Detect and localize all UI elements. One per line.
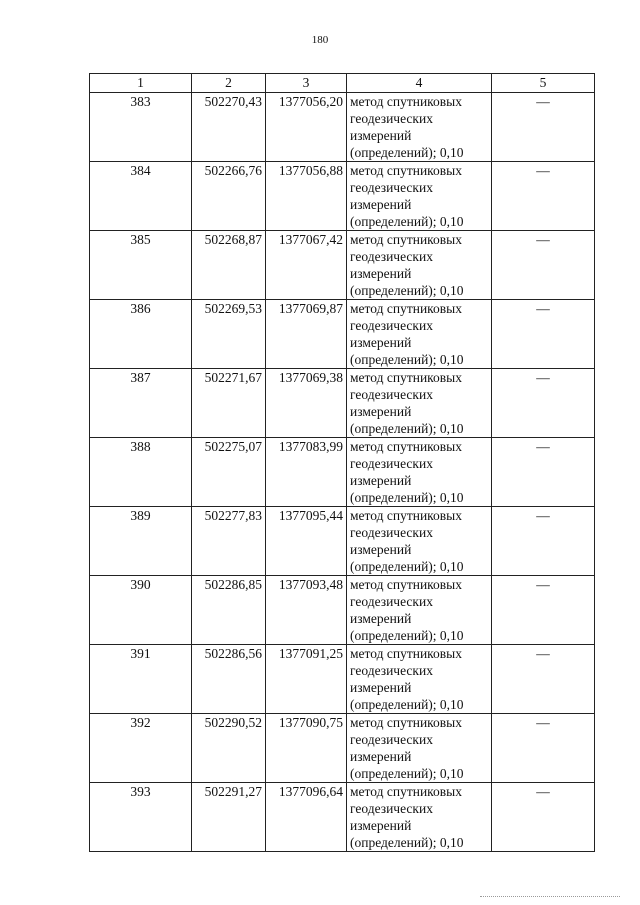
x-coordinate-cell: 502275,07 — [192, 438, 266, 507]
method-text-line: измерений — [350, 128, 412, 143]
table-row — [90, 507, 595, 576]
note-cell: — — [492, 507, 595, 576]
table-body — [90, 93, 595, 852]
coordinates-table — [89, 73, 595, 852]
method-cell — [347, 369, 492, 438]
point-number-cell: 387 — [90, 369, 192, 438]
method-text-line: (определений); 0,10 — [350, 697, 464, 712]
header-col-1: 1 — [90, 74, 192, 93]
note-cell: — — [492, 93, 595, 162]
method-text-line: геодезических — [350, 387, 433, 402]
method-text-line: метод спутниковых — [350, 301, 462, 316]
method-text-line: (определений); 0,10 — [350, 628, 464, 643]
table-row — [90, 783, 595, 852]
method-text-line: метод спутниковых — [350, 508, 462, 523]
y-coordinate-cell: 1377093,48 — [266, 576, 347, 645]
method-cell — [347, 645, 492, 714]
y-coordinate-cell: 1377096,64 — [266, 783, 347, 852]
point-number-cell: 386 — [90, 300, 192, 369]
table-row — [90, 93, 595, 162]
y-coordinate-cell: 1377056,88 — [266, 162, 347, 231]
method-text-line: геодезических — [350, 732, 433, 747]
method-text-line: измерений — [350, 197, 412, 212]
method-text-line: измерений — [350, 542, 412, 557]
note-cell: — — [492, 300, 595, 369]
point-number-cell: 393 — [90, 783, 192, 852]
method-text-line: измерений — [350, 749, 412, 764]
method-text-line: измерений — [350, 611, 412, 626]
method-text-line: метод спутниковых — [350, 577, 462, 592]
table-row — [90, 645, 595, 714]
note-cell: — — [492, 162, 595, 231]
header-col-2: 2 — [192, 74, 266, 93]
method-text-line: измерений — [350, 266, 412, 281]
point-number-cell: 383 — [90, 93, 192, 162]
method-text-line: (определений); 0,10 — [350, 283, 464, 298]
method-text-line: геодезических — [350, 249, 433, 264]
method-text-line: геодезических — [350, 525, 433, 540]
method-text-line: метод спутниковых — [350, 784, 462, 799]
method-text-line: (определений); 0,10 — [350, 766, 464, 781]
method-text-line: измерений — [350, 404, 412, 419]
method-text-line: метод спутниковых — [350, 94, 462, 109]
method-text-line: геодезических — [350, 180, 433, 195]
point-number-cell: 385 — [90, 231, 192, 300]
method-text-line: (определений); 0,10 — [350, 559, 464, 574]
method-text-line: метод спутниковых — [350, 163, 462, 178]
note-cell: — — [492, 645, 595, 714]
x-coordinate-cell: 502291,27 — [192, 783, 266, 852]
table-row — [90, 300, 595, 369]
method-cell — [347, 438, 492, 507]
method-text-line: метод спутниковых — [350, 646, 462, 661]
method-text-line: геодезических — [350, 318, 433, 333]
table-row — [90, 162, 595, 231]
method-text-line: геодезических — [350, 663, 433, 678]
note-cell: — — [492, 714, 595, 783]
method-text-line: измерений — [350, 818, 412, 833]
x-coordinate-cell: 502286,85 — [192, 576, 266, 645]
table-header-row — [90, 74, 595, 93]
method-text-line: метод спутниковых — [350, 232, 462, 247]
note-cell: — — [492, 783, 595, 852]
page-number: 180 — [311, 34, 329, 46]
x-coordinate-cell: 502286,56 — [192, 645, 266, 714]
method-text-line: геодезических — [350, 456, 433, 471]
method-text-line: (определений); 0,10 — [350, 490, 464, 505]
method-cell — [347, 231, 492, 300]
y-coordinate-cell: 1377056,20 — [266, 93, 347, 162]
method-text-line: метод спутниковых — [350, 715, 462, 730]
method-text-line: (определений); 0,10 — [350, 352, 464, 367]
table-row — [90, 438, 595, 507]
table-row — [90, 231, 595, 300]
y-coordinate-cell: 1377095,44 — [266, 507, 347, 576]
method-text-line: измерений — [350, 473, 412, 488]
table-row — [90, 369, 595, 438]
x-coordinate-cell: 502266,76 — [192, 162, 266, 231]
y-coordinate-cell: 1377083,99 — [266, 438, 347, 507]
header-col-5: 5 — [492, 74, 595, 93]
table-row — [90, 576, 595, 645]
x-coordinate-cell: 502270,43 — [192, 93, 266, 162]
point-number-cell: 389 — [90, 507, 192, 576]
y-coordinate-cell: 1377091,25 — [266, 645, 347, 714]
y-coordinate-cell: 1377069,87 — [266, 300, 347, 369]
method-cell — [347, 714, 492, 783]
method-cell — [347, 162, 492, 231]
header-col-3: 3 — [266, 74, 347, 93]
method-cell — [347, 507, 492, 576]
header-col-4: 4 — [347, 74, 492, 93]
note-cell: — — [492, 576, 595, 645]
method-text-line: (определений); 0,10 — [350, 145, 464, 160]
x-coordinate-cell: 502268,87 — [192, 231, 266, 300]
y-coordinate-cell: 1377090,75 — [266, 714, 347, 783]
point-number-cell: 390 — [90, 576, 192, 645]
method-text-line: геодезических — [350, 801, 433, 816]
note-cell: — — [492, 438, 595, 507]
x-coordinate-cell: 502269,53 — [192, 300, 266, 369]
method-text-line: измерений — [350, 335, 412, 350]
method-text-line: (определений); 0,10 — [350, 214, 464, 229]
method-cell — [347, 93, 492, 162]
method-cell — [347, 783, 492, 852]
x-coordinate-cell: 502290,52 — [192, 714, 266, 783]
method-cell — [347, 576, 492, 645]
method-text-line: геодезических — [350, 594, 433, 609]
point-number-cell: 391 — [90, 645, 192, 714]
method-text-line: (определений); 0,10 — [350, 835, 464, 850]
method-text-line: (определений); 0,10 — [350, 421, 464, 436]
point-number-cell: 388 — [90, 438, 192, 507]
method-text-line: метод спутниковых — [350, 370, 462, 385]
point-number-cell: 392 — [90, 714, 192, 783]
method-text-line: метод спутниковых — [350, 439, 462, 454]
method-text-line: измерений — [350, 680, 412, 695]
note-cell: — — [492, 369, 595, 438]
y-coordinate-cell: 1377069,38 — [266, 369, 347, 438]
method-text-line: геодезических — [350, 111, 433, 126]
note-cell: — — [492, 231, 595, 300]
x-coordinate-cell: 502271,67 — [192, 369, 266, 438]
y-coordinate-cell: 1377067,42 — [266, 231, 347, 300]
table-row — [90, 714, 595, 783]
method-cell — [347, 300, 492, 369]
x-coordinate-cell: 502277,83 — [192, 507, 266, 576]
point-number-cell: 384 — [90, 162, 192, 231]
scan-artifact — [480, 896, 620, 900]
